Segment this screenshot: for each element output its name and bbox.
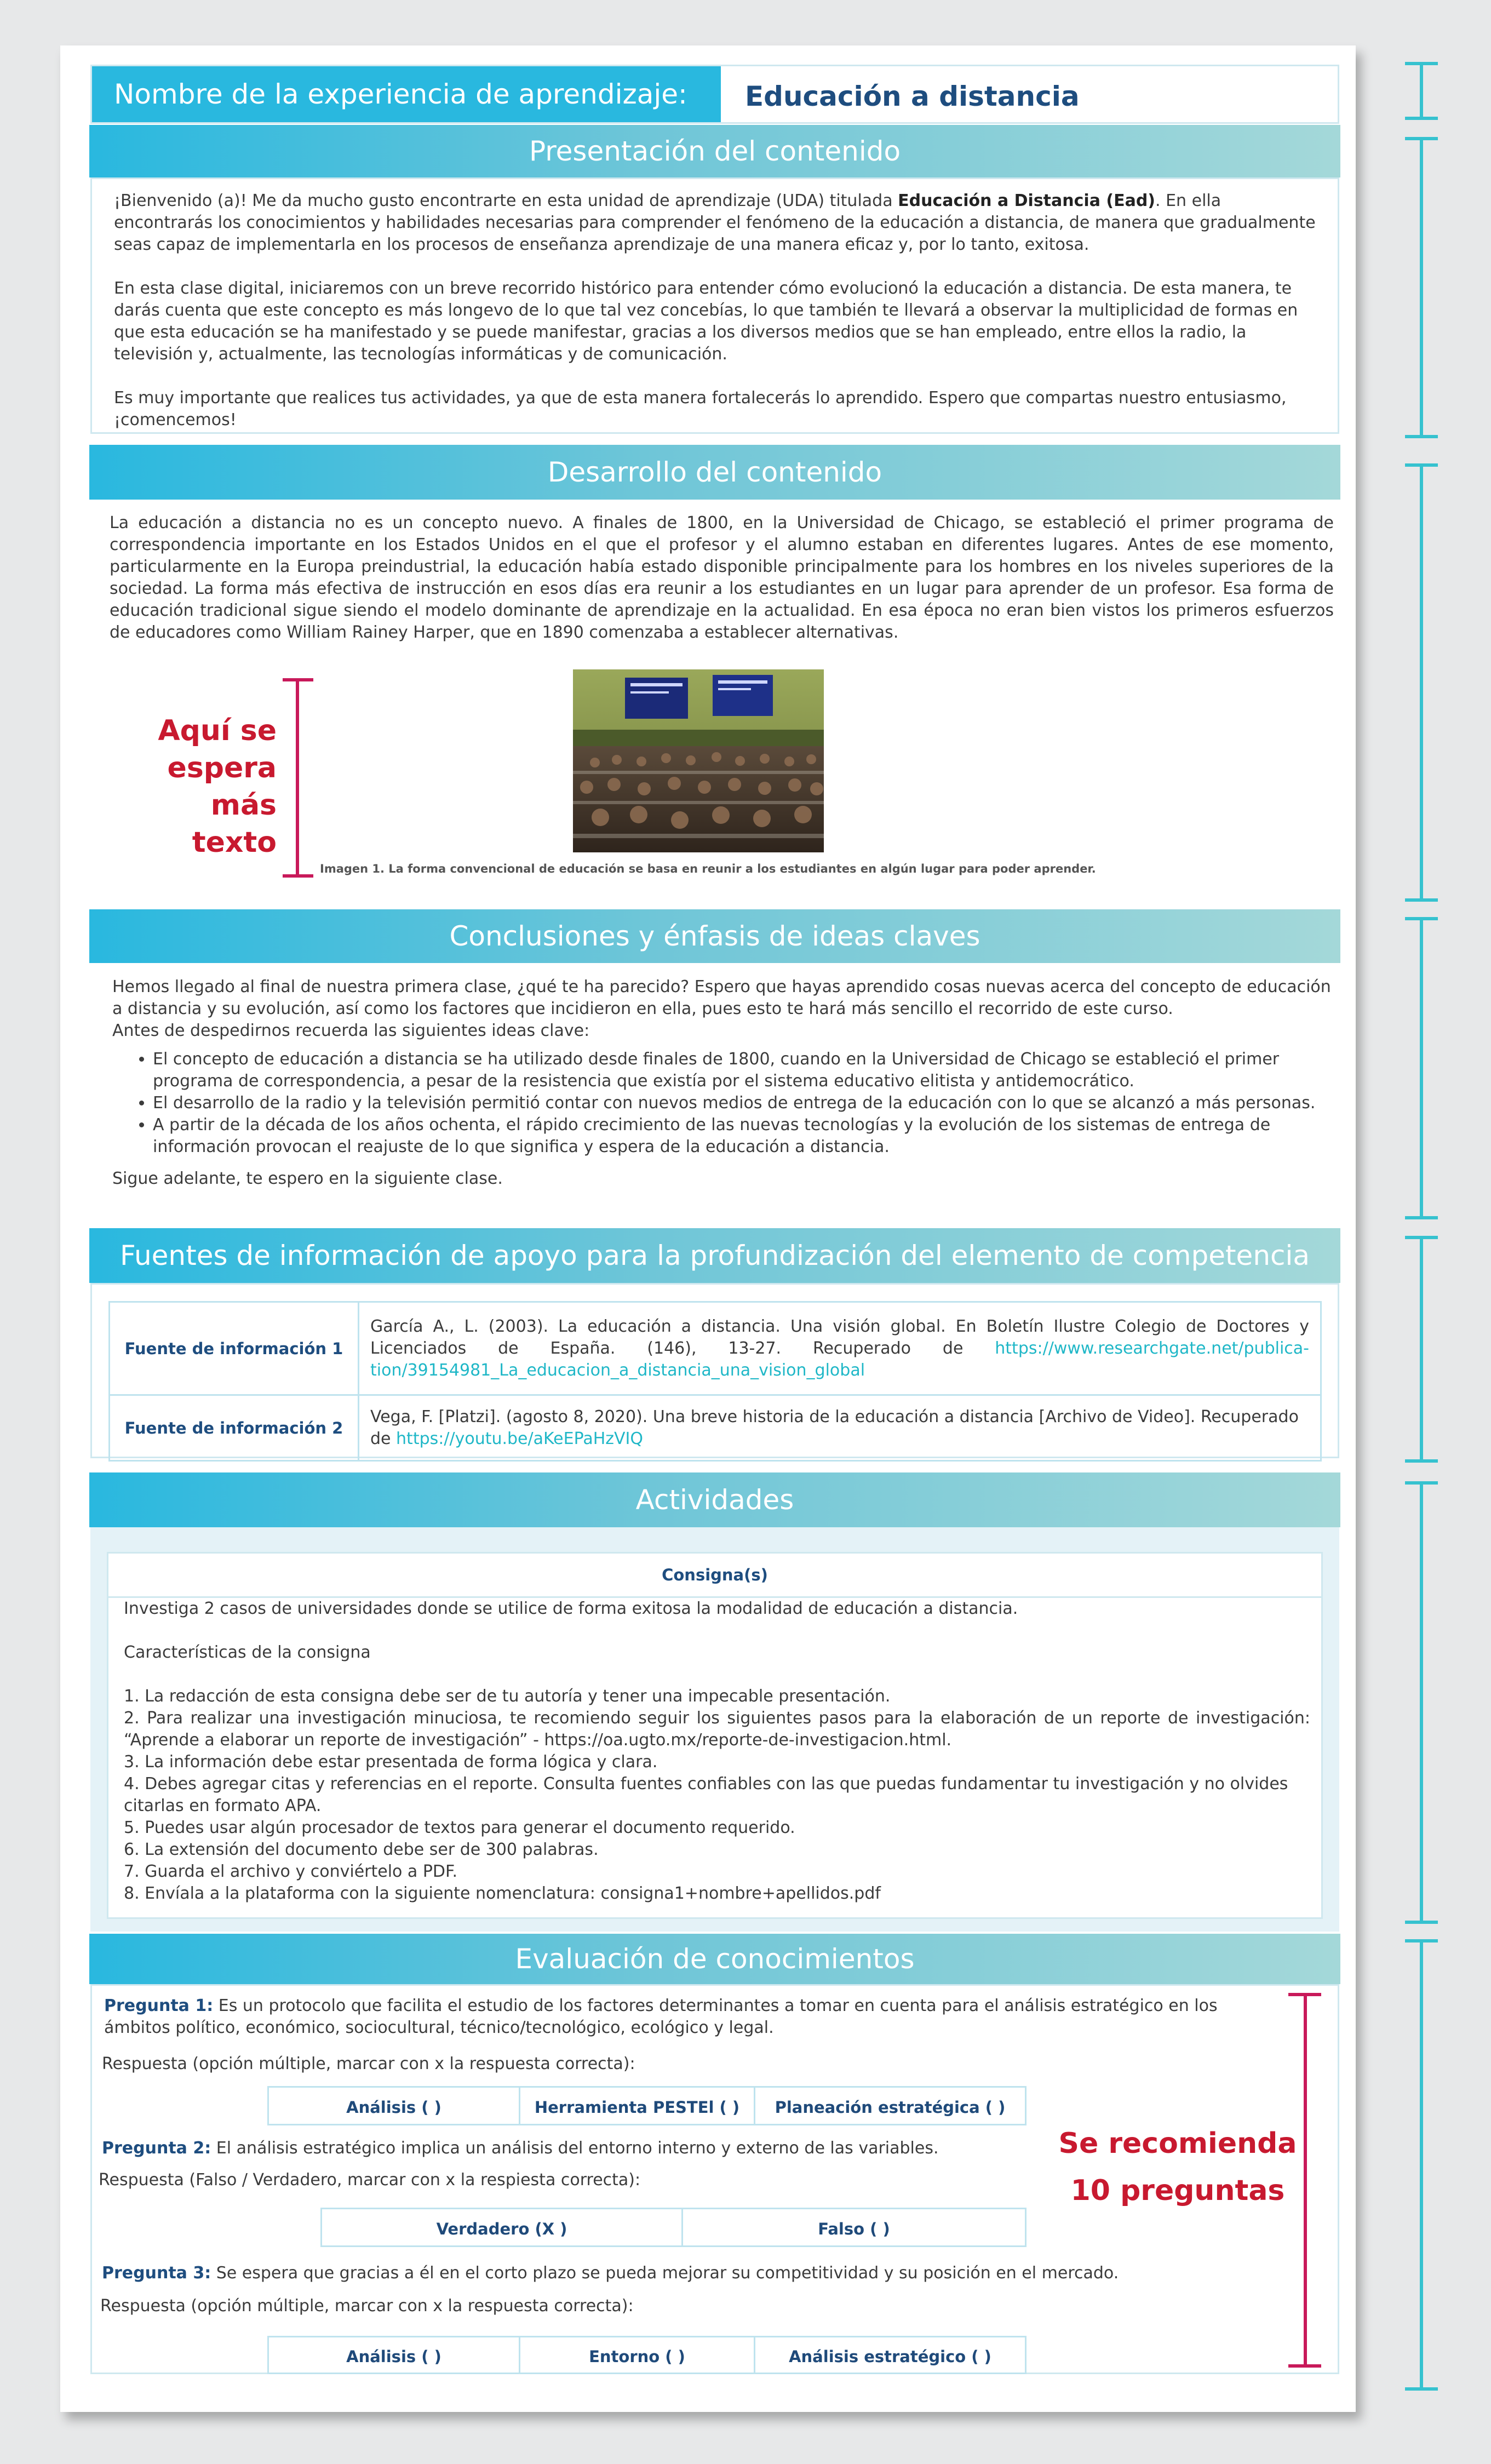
- ruler-tick: [1405, 1236, 1438, 1239]
- ruler-tick: [1405, 137, 1438, 140]
- question-3-response-label: Respuesta (opción múltiple, marcar con x la respuesta correcta):: [100, 2296, 634, 2316]
- annotation-bracket-bottom: [283, 874, 313, 878]
- question-label: Pregunta 1:: [104, 1996, 214, 2015]
- presentacion-paragraph-2: En esta clase digital, iniciaremos con un breve recorrido histórico para entender cómo evolucionó la educación a distancia. De esta manera, te darás cuenta que este concepto es más longevo de lo que tal vez concebías, lo que también te llevará a observar la multiplicidad de formas en que esta educación se ha manifestado y se puede manifestar, gracias a los diversos medios que se han empleado, entre ellos la radio, la televisión y, actualmente, las tecnologías informáticas y de comunicación.: [114, 279, 1298, 364]
- ruler-tick: [1405, 917, 1438, 920]
- consigna-item: 4. Debes agregar citas y referencias en el reporte. Consulta fuentes confiables con las que puedas fundamentar tu investigación y no olvides citarlas en formato APA.: [124, 1774, 1288, 1815]
- answer-option[interactable]: Herramienta PESTEl ( ): [519, 2086, 755, 2125]
- ruler-segment: [1420, 1940, 1423, 2389]
- ruler-segment: [1420, 465, 1423, 901]
- key-idea-item: • El concepto de educación a distancia se ha utilizado desde finales de 1800, cuando en la Universidad de Chicago se estableció el primer programa de correspondencia, a pesar de la resistencia que existía por el sistema educativo elitista y antidemocrático.: [153, 1048, 1334, 1092]
- answer-option[interactable]: Análisis ( ): [267, 2336, 520, 2374]
- question-1-response-label: Respuesta (opción múltiple, marcar con x la respuesta correcta):: [102, 2054, 635, 2073]
- answer-option[interactable]: Falso ( ): [681, 2208, 1027, 2247]
- annotation-bracket-bottom: [1288, 2364, 1321, 2368]
- annotation-bracket-vertical: [296, 679, 299, 876]
- annotation-question-count: Se recomienda 10 preguntas: [1058, 2127, 1297, 2207]
- question-3: [102, 2262, 1225, 2284]
- section-desarrollo-title: Desarrollo del contenido: [89, 445, 1340, 500]
- ruler-segment: [1420, 1237, 1423, 1462]
- consigna-header: Consigna(s): [108, 1554, 1321, 1598]
- source-citation: Vega, F. [Platzi]. (agosto 8, 2020). Una breve historia de la educación a distancia [Archivo de Video]. Recuperado de: [370, 1407, 1299, 1448]
- key-idea-item: • El desarrollo de la radio y la televisión permitió contar con nuevos medios de entrega de la educación con lo que se alcanzó a más personas.: [153, 1092, 1334, 1114]
- section-conclusiones-title: Conclusiones y énfasis de ideas claves: [89, 909, 1340, 963]
- conclusiones-outro: Sigue adelante, te espero en la siguiente clase.: [112, 1169, 503, 1188]
- ruler-segment: [1420, 1482, 1423, 1923]
- desarrollo-paragraph: La educación a distancia no es un concepto nuevo. A finales de 1800, en la Universidad de Chicago, se estableció el primer programa de correspondencia importante en los Estados Unidos en el que el profesor y el alumno estaban en diferentes lugares. Antes de ese momento, particularmente en la Europa preindustrial, la educación había estado disponible principalmente para los hombres en los niveles superiores de la sociedad. La forma más efectiva de instrucción en esos días era reunir a los estudiantes en un lugar para aprender de un profesor. Esa forma de educación tradicional sigue siendo el modelo dominante de aprendizaje en la actualidad. En esa época no eran bien vistos los primeros esfuerzos de educadores como William Rainey Harper, que en 1890 comenzaba a establecer alternativas.: [110, 513, 1334, 642]
- ruler-tick: [1405, 898, 1438, 902]
- question-label: Pregunta 2:: [102, 2139, 211, 2158]
- lecture-hall-illustration: [573, 669, 824, 852]
- source-citation: García A., L. (2003). La educación a distancia. Una visión global. En Boletín Ilustre Colegio de Doctores y Licenciados de España. (146), 13-27. Recuperado de: [370, 1316, 1309, 1358]
- experience-label: Nombre de la experiencia de aprendizaje:: [92, 66, 721, 122]
- source-label: Fuente de información 1: [110, 1302, 359, 1395]
- question-label: Pregunta 3:: [102, 2264, 211, 2283]
- presentacion-paragraph-3: Es muy importante que realices tus actividades, ya que de esta manera fortalecerás lo aprendido. Espero que compartas nuestro entusiasmo, ¡comencemos!: [114, 388, 1287, 429]
- ruler-segment: [1420, 63, 1423, 119]
- annotation-more-text: Aquí se espera más texto: [158, 714, 277, 859]
- ruler-tick: [1405, 435, 1438, 438]
- experience-value: Educación a distancia: [745, 81, 1080, 112]
- ruler-tick: [1405, 463, 1438, 467]
- source-label: Fuente de información 2: [110, 1395, 359, 1461]
- consigna-item: 6. La extensión del documento debe ser de 300 palabras.: [124, 1840, 599, 1859]
- question-1: [104, 1995, 1227, 2039]
- question-text: Se espera que gracias a él en el corto plazo se pueda mejorar su competitividad y su posición en el mercado.: [211, 2264, 1119, 2283]
- annotation-bracket-top: [1288, 1993, 1321, 1996]
- question-text: El análisis estratégico implica un análisis del entorno interno y externo de las variables.: [211, 2139, 939, 2158]
- consigna-item: 8. Envíala a la plataforma con la siguiente nomenclatura: consigna1+nombre+apellidos.pdf: [124, 1884, 881, 1903]
- answer-option[interactable]: Análisis ( ): [267, 2086, 520, 2125]
- table-row: [110, 1302, 1321, 1395]
- ruler-tick: [1405, 1921, 1438, 1924]
- classroom-image: [573, 669, 824, 852]
- answer-option[interactable]: Planeación estratégica ( ): [754, 2086, 1027, 2125]
- ruler-tick: [1405, 2387, 1438, 2391]
- consigna-item: 5. Puedes usar algún procesador de textos para generar el documento requerido.: [124, 1818, 795, 1837]
- sources-table: [108, 1301, 1322, 1462]
- image-caption: Imagen 1. La forma convencional de educación se basa en reunir a los estudiantes en algún lugar para poder aprender.: [320, 862, 1096, 875]
- presentacion-text: ¡Bienvenido (a)! Me da mucho gusto encontrarte en esta unidad de aprendizaje (UDA) titulada: [114, 191, 898, 210]
- consigna-box: [107, 1552, 1323, 1919]
- actividades-frame: [90, 1527, 1339, 1932]
- consigna-caracteristicas: Características de la consigna: [124, 1643, 371, 1662]
- section-evaluacion-title: Evaluación de conocimientos: [89, 1934, 1340, 1984]
- consigna-item: 7. Guarda el archivo y conviértelo a PDF.: [124, 1862, 458, 1881]
- annotation-bracket-top: [283, 678, 313, 681]
- ruler-tick: [1405, 1481, 1438, 1485]
- key-ideas-list: [112, 1048, 1334, 1158]
- presentacion-text: . En ella encontrarás los conocimientos y habilidades necesarias para comprender el fenómeno de la educación a distancia, de manera que gradualmente seas capaz de implementarla en los procesos de enseñanza aprendizaje de una manera eficaz y, por lo tanto, exitosa.: [114, 191, 1316, 254]
- presentacion-body: [90, 177, 1339, 434]
- ruler-tick: [1405, 117, 1438, 120]
- question-2: [102, 2138, 1088, 2159]
- source-text: [359, 1302, 1321, 1395]
- ruler-tick: [1405, 62, 1438, 65]
- ruler-tick: [1405, 1459, 1438, 1463]
- fuentes-frame: [90, 1283, 1339, 1458]
- source-text: [359, 1395, 1321, 1461]
- table-row: [110, 1395, 1321, 1461]
- key-idea-item: • A partir de la década de los años ochenta, el rápido crecimiento de las nuevas tecnologías y la evolución de los sistemas de entrega de información provocan el reajuste de lo que significa y espera de la educación a distancia.: [153, 1114, 1334, 1158]
- annotation-bracket-vertical: [1304, 1994, 1307, 2366]
- consigna-item: 3. La información debe estar presentada de forma lógica y clara.: [124, 1752, 658, 1772]
- ruler-segment: [1420, 138, 1423, 437]
- consigna-content: [108, 1598, 1321, 1905]
- answer-option[interactable]: Entorno ( ): [519, 2336, 755, 2374]
- section-fuentes-title: Fuentes de información de apoyo para la profundización del elemento de competencia: [89, 1228, 1340, 1283]
- consigna-item: 2. Para realizar una investigación minuciosa, te recomiendo seguir los siguientes pasos para la elaboración de un reporte de investigación: “Aprende a elaborar un reporte de investigación” - https://oa.ugto.mx/reporte-de-investigacion.html.: [124, 1709, 1310, 1750]
- section-actividades-title: Actividades: [89, 1472, 1340, 1527]
- source-link[interactable]: https://youtu.be/aKeEPaHzVIQ: [396, 1429, 644, 1448]
- answer-option[interactable]: Análisis estratégico ( ): [754, 2336, 1027, 2374]
- uda-title: Educación a Distancia (Ead): [898, 191, 1156, 210]
- source-link[interactable]: https://www.researchgate.net/publica-tion/39154981_La_educacion_a_distancia_una_vision_global: [370, 1338, 1309, 1380]
- presentacion-paragraph-1: [114, 190, 1321, 256]
- answer-option[interactable]: Verdadero (X ): [320, 2208, 683, 2247]
- ruler-segment: [1420, 918, 1423, 1218]
- section-presentacion-title: Presentación del contenido: [89, 125, 1340, 177]
- consigna-item: 1. La redacción de esta consigna debe ser de tu autoría y tener una impecable presentación.: [124, 1687, 891, 1706]
- ruler-tick: [1405, 1216, 1438, 1219]
- conclusiones-intro-2: Antes de despedirnos recuerda las siguientes ideas clave:: [112, 1021, 590, 1040]
- question-text: Es un protocolo que facilita el estudio de los factores determinantes a tomar en cuenta para el análisis estratégico en los ámbitos político, económico, sociocultural, técnico/tecnológico, ecológico y legal.: [104, 1996, 1218, 2037]
- consigna-intro: Investiga 2 casos de universidades donde se utilice de forma exitosa la modalidad de educación a distancia.: [124, 1599, 1018, 1618]
- question-2-response-label: Respuesta (Falso / Verdadero, marcar con x la respiesta correcta):: [99, 2170, 641, 2190]
- ruler-tick: [1405, 1939, 1438, 1942]
- conclusiones-body: [90, 976, 1339, 1190]
- experience-header: [90, 65, 1339, 124]
- conclusiones-intro: Hemos llegado al final de nuestra primera clase, ¿qué te ha parecido? Espero que hayas aprendido cosas nuevas acerca del concepto de educación a distancia y su evolución, así como los factores que incidieron en ella, pues esto te hará más sencillo el recorrido de este curso.: [112, 977, 1331, 1018]
